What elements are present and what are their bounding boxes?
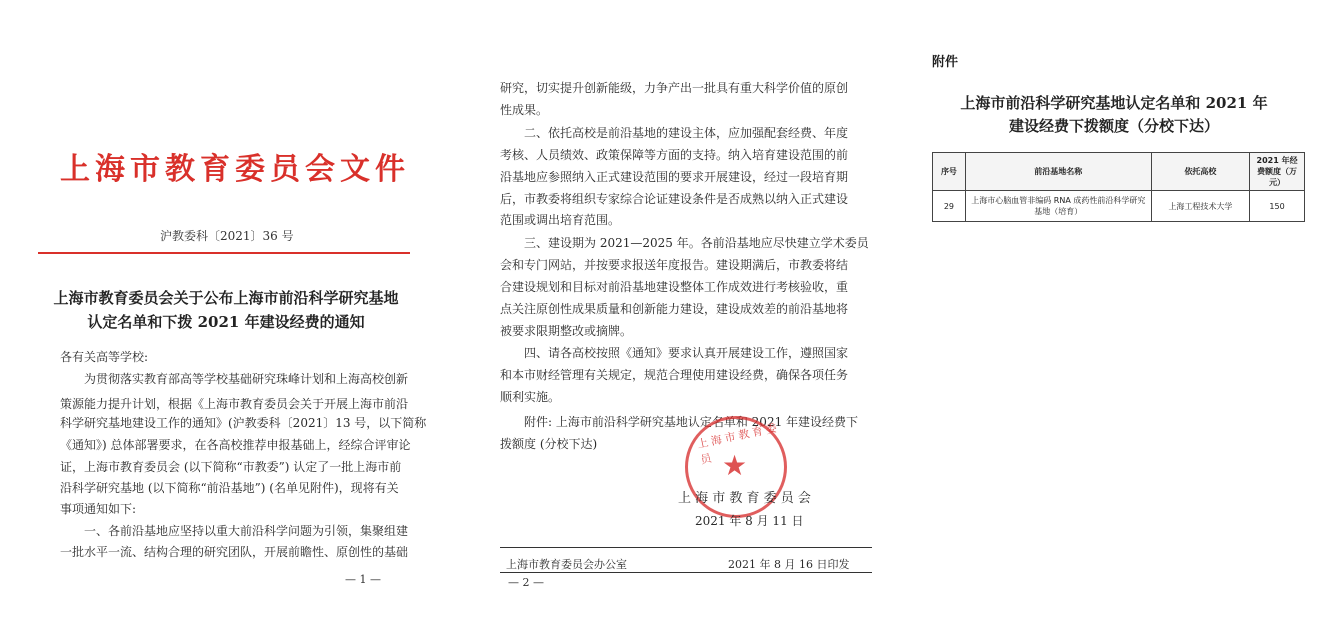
column-header: 依托高校: [1151, 153, 1249, 191]
attachment-note-line-1: 附件: 上海市前沿科学研究基地认定名单和 2021 年建设经费下: [524, 415, 859, 429]
attachment-label: 附件: [932, 55, 959, 70]
red-divider-line: [38, 252, 410, 254]
body-line: 策源能力提升计划，根据《上海市教育委员会关于开展上海市前沿: [60, 397, 409, 411]
body-line: 研究，切实提升创新能级，力争产出一批具有重大科学价值的原创: [500, 81, 849, 95]
document-page-1: [0, 0, 448, 632]
issue-date: 2021 年 8 月 11 日: [695, 514, 804, 528]
body-line: 合建设规划和目标对前沿基地建设整体工作成效进行考核验收，重: [500, 280, 849, 294]
body-line: 一、各前沿基地应坚持以重大前沿科学问题为引领，集聚组建: [84, 524, 409, 538]
table-row: [933, 191, 1305, 222]
body-line: 三、建设期为 2021—2025 年。各前沿基地应尽快建立学术委员: [524, 236, 869, 250]
footer-rule-bottom: [500, 572, 872, 573]
footer-rule-top: [500, 547, 872, 548]
salutation: 各有关高等学校:: [60, 350, 149, 364]
body-line: 沿基地应参照纳入正式建设范围的要求开展建设，经过一段培育期: [500, 170, 849, 184]
seal-lettering: 上海市教育委员: [696, 420, 781, 467]
table-header-row: [933, 153, 1305, 191]
document-number: 沪教委科〔2021〕36 号: [160, 229, 294, 243]
body-line: 沿科学研究基地 (以下简称“前沿基地”) (名单见附件)，现将有关: [60, 481, 399, 495]
body-line: 范围或调出培育范围。: [500, 213, 621, 227]
table-cell: 上海市心脑血管非编码 RNA 成药性前沿科学研究基地（培育）: [965, 191, 1151, 222]
body-line: 考核、人员绩效、政策保障等方面的支持。纳入培育建设范围的前: [500, 148, 849, 162]
body-line: 后，市教委将组织专家综合论证建设条件是否成熟以纳入正式建设: [500, 192, 849, 206]
body-line: 会和专门网站，并按要求报送年度报告。建设期满后，市教委将结: [500, 258, 849, 272]
body-line: 为贯彻落实教育部高等学校基础研究珠峰计划和上海高校创新: [84, 372, 409, 386]
body-line: 一批水平一流、结构合理的研究团队，开展前瞻性、原创性的基础: [60, 545, 409, 559]
attachment-title-line-2: 建设经费下拨额度（分校下达）: [1008, 117, 1219, 135]
attachment-note-line-2: 拨额度 (分校下达): [500, 437, 598, 451]
body-line: 证，上海市教育委员会 (以下简称“市教委”) 认定了一批上海市前: [60, 460, 402, 474]
body-line: 《通知》) 总体部署要求，在各高校推荐申报基础上，经综合评审论: [60, 438, 411, 452]
body-line: 被要求限期整改或摘牌。: [500, 324, 633, 338]
column-header: 前沿基地名称: [965, 153, 1151, 191]
page-number: — 2 —: [508, 576, 544, 589]
page-number: — 1 —: [345, 573, 381, 586]
body-line: 和本市财经管理有关规定，规范合理使用建设经费，确保各项任务: [500, 368, 849, 382]
body-line: 二、依托高校是前沿基地的建设主体，应加强配套经费、年度: [524, 126, 849, 140]
issuer-signature: 上 海 市 教 育 委 员 会: [678, 491, 811, 506]
body-line: 顺利实施。: [500, 390, 561, 404]
body-line: 四、请各高校按照《通知》要求认真开展建设工作，遵照国家: [524, 346, 849, 360]
document-page-3: [896, 0, 1332, 632]
footer-print-date: 2021 年 8 月 16 日印发: [728, 558, 850, 571]
document-page-2: [448, 0, 896, 632]
allocation-table: [932, 152, 1305, 222]
column-header: 2021 年经费额度（万元）: [1250, 153, 1305, 191]
body-line: 科学研究基地建设工作的通知》(沪教委科〔2021〕13 号，以下简称: [60, 416, 427, 430]
body-line: 性成果。: [500, 103, 549, 117]
table-cell: 上海工程技术大学: [1151, 191, 1249, 222]
column-header: 序号: [933, 153, 966, 191]
table-cell: 29: [933, 191, 966, 222]
red-header-title: 上海市教育委员会文件: [60, 152, 410, 187]
body-line: 点关注原创性成果质量和创新能力建设，建设成效差的前沿基地将: [500, 302, 849, 316]
footer-office: 上海市教育委员会办公室: [506, 558, 627, 571]
attachment-title-line-1: 上海市前沿科学研究基地认定名单和 2021 年: [960, 94, 1268, 112]
table-cell: 150: [1250, 191, 1305, 222]
notice-title-line-2: 认定名单和下拨 2021 年建设经费的通知: [87, 313, 365, 331]
notice-title-line-1: 上海市教育委员会关于公布上海市前沿科学研究基地: [53, 289, 399, 307]
body-line: 事项通知如下:: [60, 502, 137, 516]
star-icon: ★: [722, 449, 748, 482]
